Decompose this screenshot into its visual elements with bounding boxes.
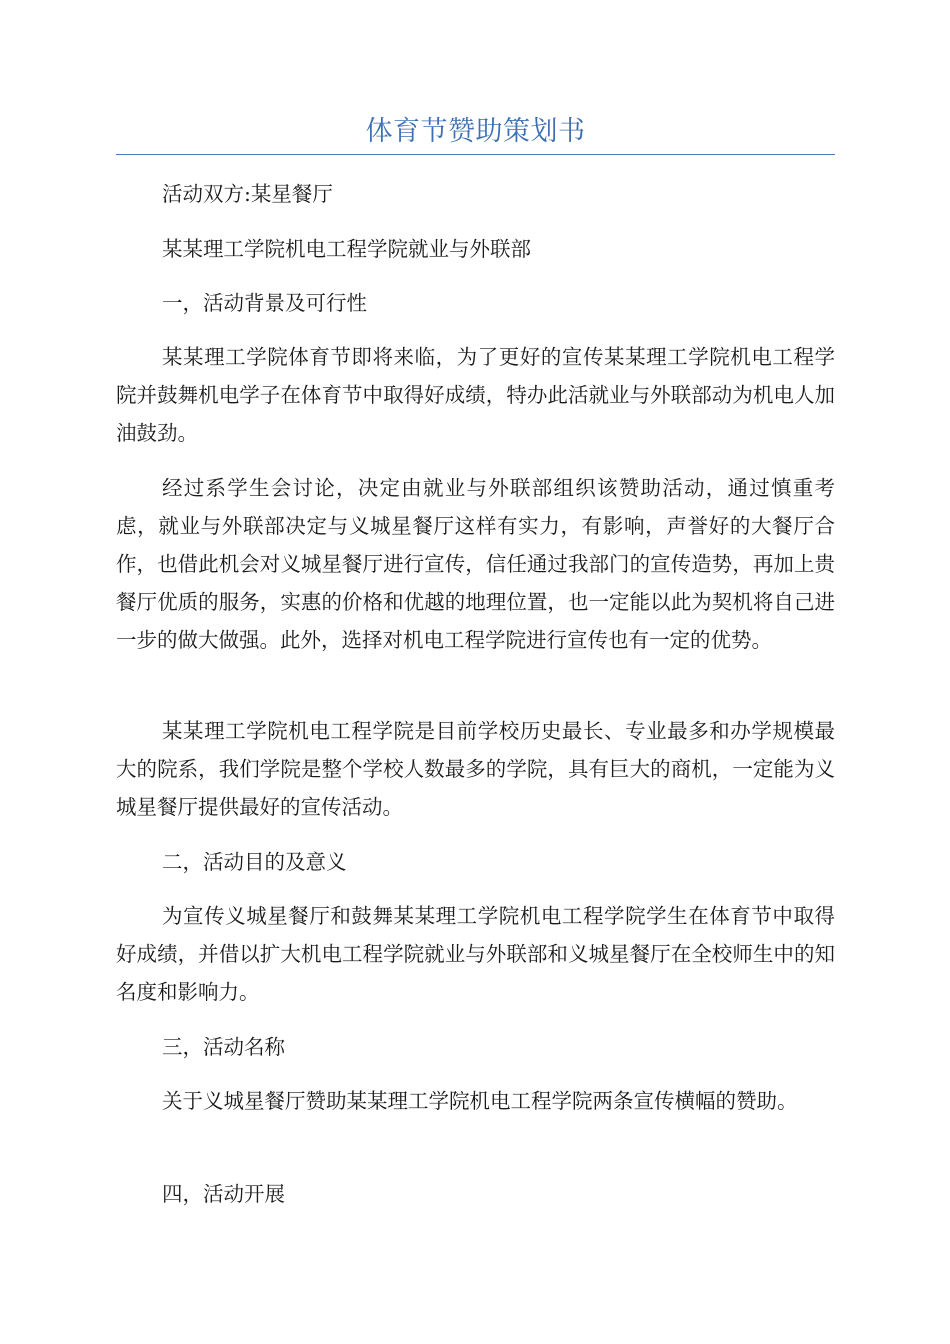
paragraph-activity-name: 关于义城星餐厅赞助某某理工学院机电工程学院两条宣传横幅的赞助。 [162,1089,798,1113]
heading-background: 一，活动背景及可行性 [162,291,367,315]
paragraph-background-2: 经过系学生会讨论，决定由就业与外联部组织该赞助活动，通过慎重考虑，就业与外联部决定与义城星餐厅这样有实力，有影响，声誉好的大餐厅合作，也借此机会对义城星餐厅进行宣传，信任通过我部门的宣传造势，再加上贵餐厅优质的服务，实惠的价格和优越的地理位置，也一定能以此为契机将自己进一步的做大做强。此外，选择对机电工程学院进行宣传也有一定的优势。 [116,476,835,652]
paragraph-background-3: 某某理工学院机电工程学院是目前学校历史最长、专业最多和办学规模最大的院系，我们学院是整个学校人数最多的学院，具有巨大的商机，一定能为义城星餐厅提供最好的宣传活动。 [116,719,835,819]
title-underline [116,154,835,155]
heading-activity-launch: 四，活动开展 [162,1182,285,1206]
heading-purpose: 二，活动目的及意义 [162,850,347,874]
paragraph-department: 某某理工学院机电工程学院就业与外联部 [162,237,531,261]
document-title: 体育节赞助策划书 [365,116,586,147]
heading-activity-name: 三，活动名称 [162,1035,285,1059]
paragraph-purpose: 为宣传义城星餐厅和鼓舞某某理工学院机电工程学院学生在体育节中取得好成绩，并借以扩大机电工程学院就业与外联部和义城星餐厅在全校师生中的知名度和影响力。 [116,904,835,1004]
paragraph-parties: 活动双方:某星餐厅 [162,182,333,206]
paragraph-background-1: 某某理工学院体育节即将来临，为了更好的宣传某某理工学院机电工程学院并鼓舞机电学子在体育节中取得好成绩，特办此活就业与外联部动为机电人加油鼓劲。 [116,345,835,445]
